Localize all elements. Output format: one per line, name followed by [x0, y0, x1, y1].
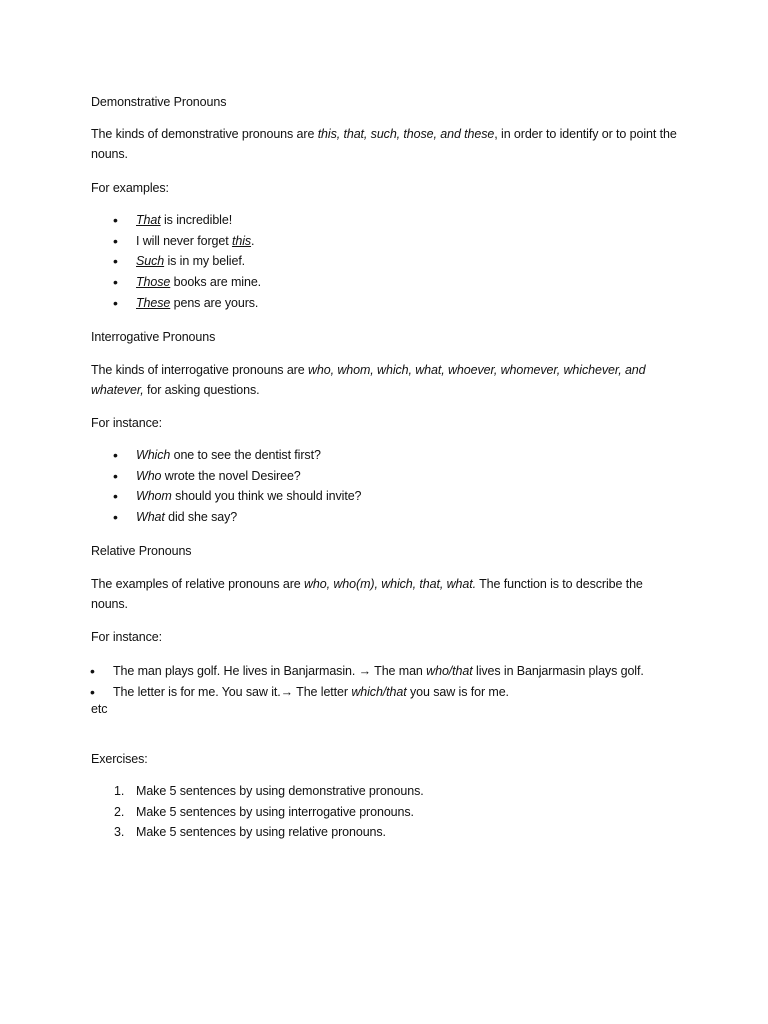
list-item: • What did she say?	[136, 507, 361, 528]
list-item: 3. Make 5 sentences by using relative pronouns.	[114, 825, 386, 840]
demonstrative-intro: The kinds of demonstrative pronouns are this, that, such, those, and these, in order to identify or to point the nouns.	[91, 127, 677, 161]
demonstrative-examples-list	[136, 210, 261, 313]
relative-examples-list	[113, 661, 644, 702]
heading-relative: Relative Pronouns	[91, 544, 192, 558]
etc-text: etc	[91, 702, 108, 716]
exercises-list	[114, 781, 424, 843]
interrogative-intro: The kinds of interrogative pronouns are who, whom, which, what, whoever, whomever, whichever, and whatever, for asking questions.	[91, 363, 646, 397]
exercises-label: Exercises:	[91, 752, 148, 766]
heading-interrogative: Interrogative Pronouns	[91, 330, 216, 344]
list-item: • That is incredible!	[136, 210, 261, 231]
list-item: • Whom should you think we should invite?	[136, 486, 361, 507]
list-item: • Which one to see the dentist first?	[136, 445, 361, 466]
relative-examples-label: For instance:	[91, 630, 162, 644]
list-item: 2. Make 5 sentences by using interrogative pronouns.	[114, 804, 414, 819]
list-item: • Who wrote the novel Desiree?	[136, 466, 361, 487]
interrogative-examples-list	[136, 445, 361, 528]
list-item: • I will never forget this.	[136, 231, 261, 252]
list-item: • Those books are mine.	[136, 272, 261, 293]
list-item: • Such is in my belief.	[136, 251, 261, 272]
interrogative-examples-label: For instance:	[91, 416, 162, 430]
heading-demonstrative: Demonstrative Pronouns	[91, 95, 227, 109]
demonstrative-examples-label: For examples:	[91, 181, 169, 195]
relative-intro: The examples of relative pronouns are who, who(m), which, that, what. The function is to describe the nouns.	[91, 577, 643, 611]
list-item: • The man plays golf. He lives in Banjarmasin. → The man who/that lives in Banjarmasin plays golf.	[113, 661, 644, 682]
list-item: 1. Make 5 sentences by using demonstrative pronouns.	[114, 784, 424, 798]
list-item: • These pens are yours.	[136, 293, 261, 314]
list-item: • The letter is for me. You saw it.→ The letter which/that you saw is for me.	[113, 682, 644, 703]
